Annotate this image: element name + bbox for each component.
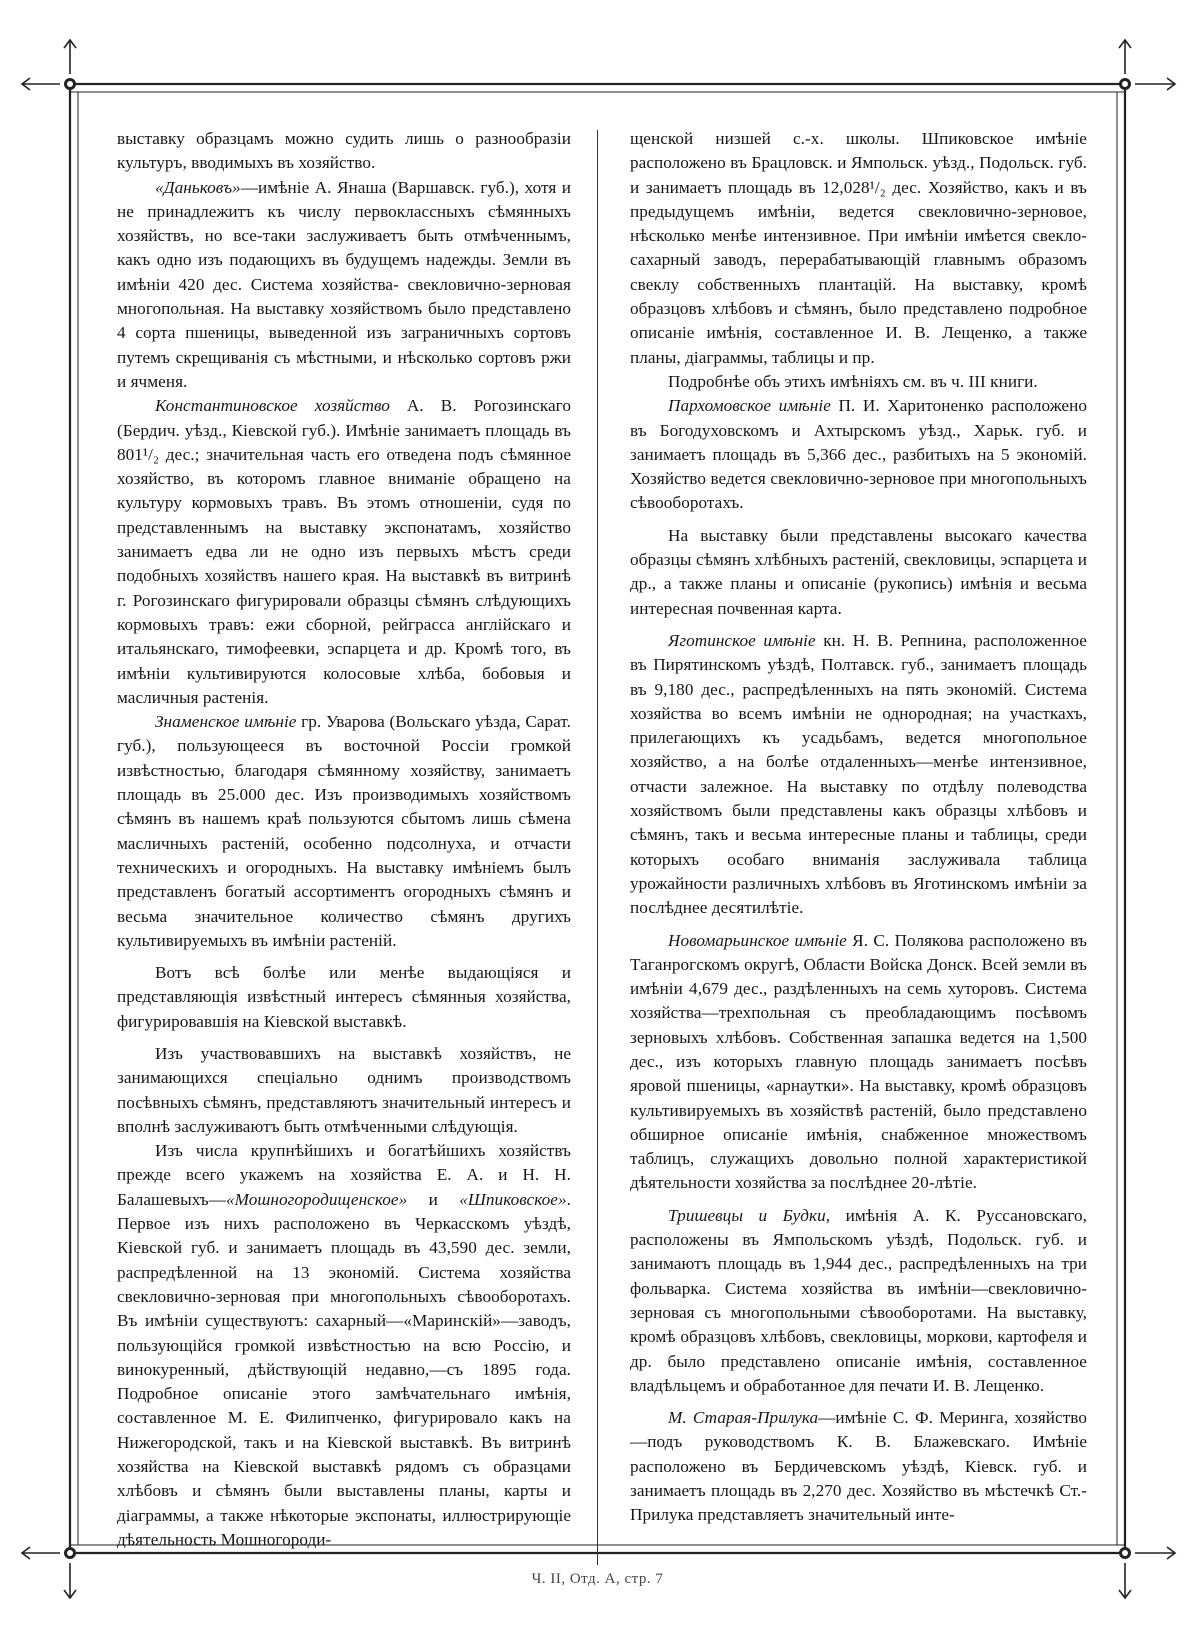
- estate-name: «Даньковъ»: [155, 177, 241, 197]
- estate-name: «Шпиковское»: [459, 1189, 567, 1209]
- paragraph: Подробнѣе объ этихъ имѣніяхъ см. въ ч. III книги.: [668, 371, 1038, 391]
- paragraph: Вотъ всѣ болѣе или менѣе выдающіяся и представляющія извѣстный интересъ сѣмянныя хозяйства, фигурировавшія на Кіевской выставкѣ.: [117, 963, 571, 1031]
- estate-name: Знаменское имѣніе: [155, 712, 297, 732]
- paragraph-text: имѣнія А. К. Руссановскаго, расположены въ Ямпольскомъ уѣздѣ, Подольск. губ. и занимаютъ площадь въ 1,944 дес., распредѣленныхъ на три фольварка. Система хозяйства въ имѣніи—свекловично-зерновая съ многопольными сѣвооборотами. На выставку, кромѣ образцовъ хлѣбовъ, свекловицы, моркови, картофеля и др. было представлено описаніе имѣнія, составленное владѣльцемъ и обработанное для печати И. В. Лещенко.: [630, 1205, 1087, 1395]
- paragraph: [630, 929, 1087, 1196]
- paragraph-text: гр. Уварова (Вольскаго уѣзда, Сарат. губ.), пользующееся въ восточной Россіи громкой извѣстностью, благодаря сѣмянному хозяйству, занимаетъ площадь въ 25.000 дес. Изъ производимыхъ хозяйствомъ сѣмянъ въ нашемъ краѣ пользуются сбытомъ лишь сѣмена масличныхъ растеній, особенно подсолнуха, и отчасти техническихъ и огородныхъ. На выставку имѣніемъ былъ представленъ богатый ассортиментъ огородныхъ сѣмянъ и весьма значительное количество сѣмянъ другихъ культивируемыхъ въ имѣніи растеній.: [117, 712, 572, 950]
- estate-name: Новомарьинское имѣніе: [668, 930, 847, 950]
- paragraph-text: А. В. Рогозинскаго (Бердич. уѣзд., Кіевской губ.). Имѣніе занимаетъ площадь въ 801¹/₂ дес.; значительная часть его отведена подъ сѣмянное хозяйство, въ которомъ главное вниманіе обращено на культуру кормовыхъ травъ. Въ этомъ отношеніи, судя по представленнымъ на выставку экспонатамъ, хозяйство занимаетъ едва ли не одно изъ первыхъ мѣстъ среди подобныхъ хозяйствъ нашего края. На выставкѣ въ витринѣ г. Рогозинскаго фигурировали образцы сѣмянъ слѣдующихъ кормовыхъ травъ: ежи сборной, рейграсса англійскаго и итальянскаго, тимофеевки, эспарцета и др. Кромѣ того, въ имѣніи культивируются колосовые хлѣба, бобовыя и масличныя растенія.: [117, 396, 571, 707]
- paragraph: [117, 176, 571, 395]
- paragraph-text: Изъ числа крупнѣйшихъ и богатѣйшихъ хозяйствъ прежде всего укажемъ на хозяйства Е. А. и Н. Н. Балашевыхъ—: [117, 1141, 571, 1209]
- left-column: [117, 127, 571, 1552]
- paragraph: [117, 394, 571, 710]
- column-divider: [597, 130, 598, 1565]
- estate-name: Тришевцы и Будки,: [668, 1205, 831, 1225]
- paragraph-text: . Первое изъ нихъ расположено въ Черкасскомъ уѣздѣ, Кіевской губ. и занимаетъ площадь въ 43,590 дес. земли, распредѣленной на 13 экономій. Система хозяйства свекловично-зерновая при многопольныхъ сѣвооборотахъ. Въ имѣніи существуютъ: сахарный—«Маринскій»—заводъ, пользующійся громкой извѣстностью на всю Россію, и винокуренный, дѣйствующій недавно,—съ 1895 года. Подробное описаніе этого замѣчательнаго имѣнія, составленное М. Е. Филипченко, фигурировало какъ на Нижегородской, такъ и на Кіевской выставкѣ. Въ витринѣ хозяйства на Кіевской выставкѣ рядомъ съ образцами хлѣбовъ и сѣмянъ были выставлены планы, карты и діаграммы, а также нѣкоторые экспонаты, иллюстрирующіе дѣятельность Мошногороди-: [117, 1189, 571, 1549]
- paragraph: [117, 710, 571, 953]
- estate-name: Пархомовское имѣніе: [668, 396, 831, 416]
- estate-name: М. Старая-Прилука: [668, 1408, 819, 1428]
- paragraph-text: Я. С. Полякова расположено въ Таганрогскомъ округѣ, Области Войска Донск. Всей земли въ имѣніи 4,679 дес., раздѣленныхъ на семь хуторовъ. Система хозяйства—трехпольная съ преобладающимъ посѣвомъ зерновыхъ хлѣбовъ. Собственная запашка ведется на 1,500 дес., изъ которыхъ главную площадь занимаетъ посѣвъ яровой пшеницы, «арнаутки». На выставку, кромѣ образцовъ культивируемыхъ въ хозяйствѣ растеній, было представлено обширное описаніе имѣнія, снабженное множествомъ таблицъ, служащихъ довольно полной характеристикой дѣятельности хозяйства за послѣднее 20-лѣтіе.: [630, 930, 1087, 1193]
- paragraph: На выставку были представлены высокаго качества образцы сѣмянъ хлѣбныхъ растеній, свекловицы, эспарцета и др., а также планы и описаніе (рукопись) имѣнія и весьма интересная почвенная карта.: [630, 525, 1087, 618]
- paragraph: выставку образцамъ можно судить лишь о разнообразіи культуръ, вводимыхъ въ хозяйство.: [117, 129, 571, 173]
- right-column: [630, 127, 1087, 1528]
- paragraph-text: —имѣніе С. Ф. Меринга, хозяйство—подъ руководствомъ К. В. Блажевскаго. Имѣніе расположено въ Бердичевскомъ уѣздѣ, Кіевск. губ. и занимаетъ площадь въ 2,270 дес. Хозяйство въ мѣстечкѣ Ст.-Прилука представляетъ значительный инте-: [630, 1408, 1087, 1525]
- page-footer: Ч. II, Отд. А, стр. 7: [531, 1571, 664, 1587]
- estate-name: Яготинское имѣніе: [668, 630, 816, 650]
- paragraph: щенской низшей с.-х. школы. Шпиковское имѣніе расположено въ Брацловск. и Ямпольск. уѣзд., Подольск. губ. и занимаетъ площадь въ 12,028¹/₂ дес. Хозяйство, какъ и въ предыдущемъ имѣніи, ведется свекловично-зерновое, нѣсколько менѣе интензивное. При имѣніи имѣется свекло-сахарный заводъ, перерабатывающій главнымъ образомъ свеклу собственныхъ плантацій. На выставку, кромѣ образцовъ хлѣбовъ и сѣмянъ, было представлено подробное описаніе имѣнія, составленное И. В. Лещенко, а также планы, діаграммы, таблицы и пр.: [630, 129, 1087, 367]
- paragraph: [630, 394, 1087, 515]
- paragraph: [117, 1139, 571, 1552]
- paragraph: [630, 1204, 1087, 1398]
- paragraph-text: кн. Н. В. Репнина, расположенное въ Пирятинскомъ уѣздѣ, Полтавск. губ., занимаетъ площадь въ 9,180 дес., распредѣленныхъ на пять экономій. Система хозяйства во всемъ имѣніи не однородная; на участкахъ, прилегающихъ къ усадьбамъ, ведется многопольное хозяйство, а на болѣе отдаленныхъ—менѣе интензивное, отчасти залежное. На выставку по отдѣлу полеводства хозяйствомъ были представлены какъ образцы хлѣбовъ и сѣмянъ, такъ и весьма интересные планы и таблицы, среди которыхъ особаго вниманія заслуживала таблица урожайности различныхъ хлѣбовъ въ Яготинскомъ имѣніи за послѣднее десятилѣтіе.: [630, 630, 1087, 918]
- paragraph-text: —имѣніе А. Янаша (Варшавск. губ.), хотя и не принадлежитъ къ числу первоклассныхъ сѣмянныхъ хозяйствъ, но все-таки заслуживаетъ быть отмѣченнымъ, какъ одно изъ подающихъ въ будущемъ надежды. Земли въ имѣніи 420 дес. Система хозяйства- свекловично-зерновая многопольная. На выставку хозяйствомъ было представлено 4 сорта пшеницы, выведенной изъ заграничныхъ сортовъ путемъ скрещиванія съ мѣстными, и нѣсколько сортовъ ржи и ячменя.: [117, 177, 571, 391]
- paragraph-text: и: [407, 1189, 460, 1209]
- estate-name: «Мошногородищенское»: [225, 1189, 408, 1209]
- paragraph: [630, 1406, 1087, 1527]
- paragraph: [630, 629, 1087, 921]
- paragraph: Изъ участвовавшихъ на выставкѣ хозяйствъ, не занимающихся спеціально однимъ производствомъ посѣвныхъ сѣмянъ, представляютъ значительный интересъ и вполнѣ заслуживаютъ быть отмѣченными слѣдующія.: [117, 1043, 571, 1136]
- paragraph-text: П. И. Харитоненко расположено въ Богодуховскомъ и Ахтырскомъ уѣзд., Харьк. губ. и занимаетъ площадь въ 5,366 дес., разбитыхъ на 5 экономій. Хозяйство ведется свекловично-зерновое при многопольныхъ сѣвооборотахъ.: [630, 396, 1087, 513]
- estate-name: Константиновское хозяйство: [155, 396, 390, 416]
